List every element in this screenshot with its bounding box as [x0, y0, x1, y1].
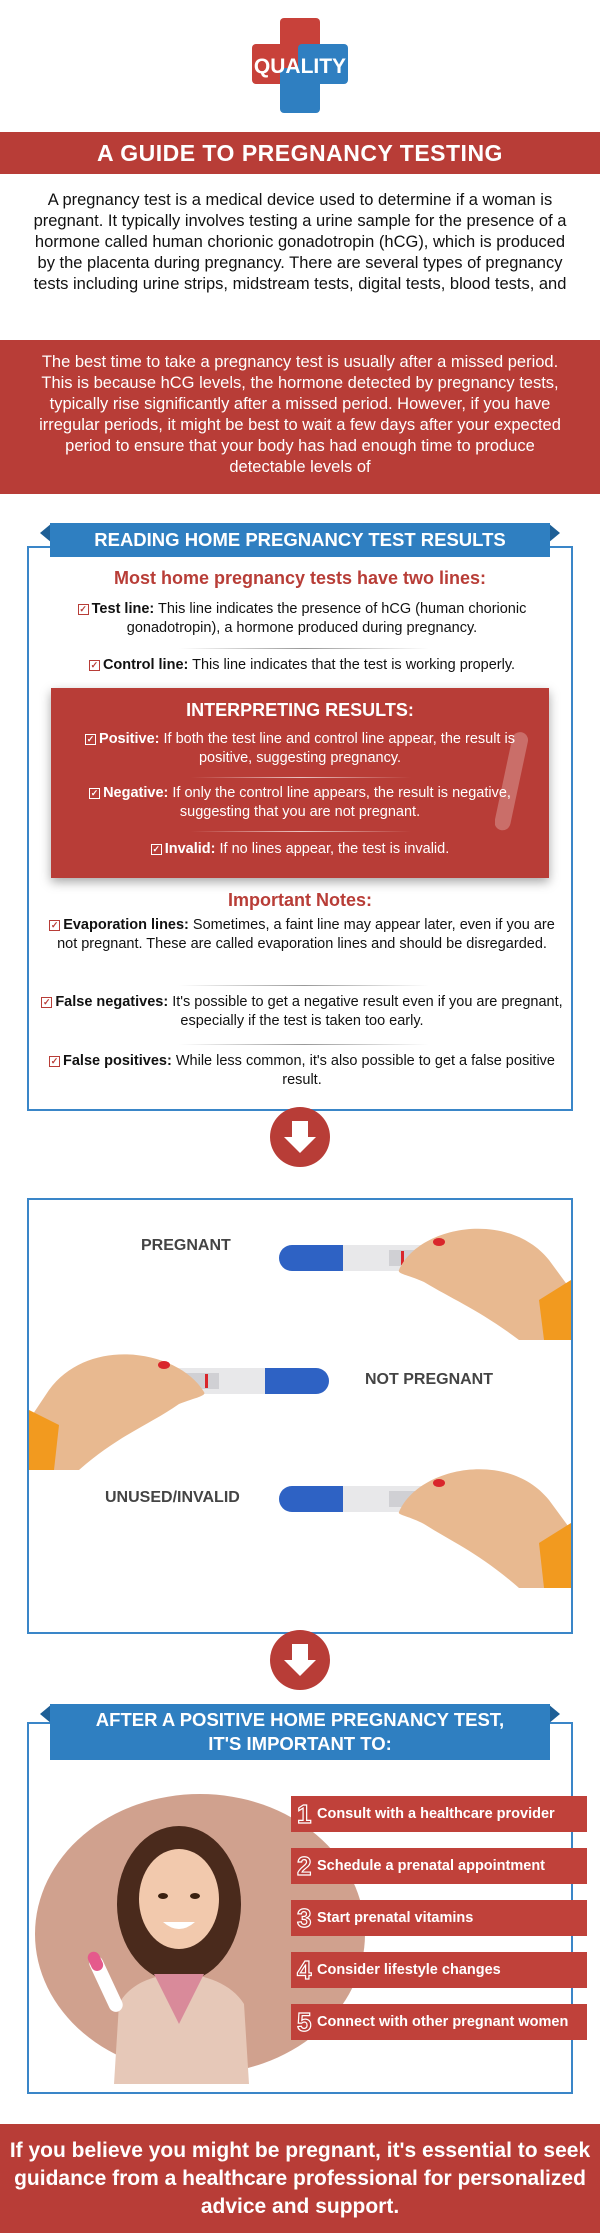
- checkbox-icon: ✓: [43, 997, 51, 1007]
- evaporation-label: Evaporation lines:: [63, 917, 189, 933]
- step-number: 2: [297, 1851, 312, 1881]
- reading-results-panel: [27, 546, 573, 1111]
- divider: [179, 985, 429, 986]
- false-negatives-label: False negatives:: [55, 994, 169, 1010]
- false-positives-label: False positives:: [63, 1053, 172, 1069]
- control-line-label: Control line:: [102, 657, 189, 673]
- positive-item: [65, 730, 535, 768]
- step-label: Start prenatal vitamins: [317, 1910, 474, 1926]
- test-line-label: Test line:: [91, 601, 155, 617]
- control-line-item: [39, 656, 565, 675]
- down-arrow-icon: [270, 1107, 330, 1167]
- invalid-text: If no lines appear, the test is invalid.: [219, 841, 450, 857]
- negative-item: [65, 784, 535, 822]
- invalid-item: [65, 840, 535, 859]
- pregnant-test-stick-illustration: [249, 1220, 571, 1340]
- evaporation-item: [39, 916, 565, 954]
- step-label: Schedule a prenatal appointment: [317, 1858, 546, 1874]
- test-line-item: [39, 600, 565, 638]
- timing-paragraph: The best time to take a pregnancy test is usually after a missed period. This is because hCG levels, the hormone detected by pregnancy tests, typically rise significantly after a missed period. However, if you have irregular periods, it might be best to wait a few days after your expected period to ensure that your body has had enough time to produce detectable levels of: [39, 353, 561, 476]
- footer-message: If you believe you might be pregnant, it's essential to seek guidance from a healthcare professional for personalized advice and support.: [0, 2124, 600, 2233]
- checkbox-icon: ✓: [86, 734, 95, 744]
- divider: [179, 648, 429, 649]
- down-arrow-icon: [270, 1630, 330, 1690]
- intro-paragraph: A pregnancy test is a medical device used to determine if a woman is pregnant. It typically involves testing a urine sample for the presence of a hormone called human chorionic gonadotropin (hCG), which is produced by the placenta during pregnancy. There are several types of pregnancy tests including urine strips, midstream tests, digital tests, blood tests, and: [33, 191, 567, 293]
- checkbox-icon: ✓: [79, 604, 87, 614]
- checkbox-icon: ✓: [50, 920, 59, 930]
- positive-label: Positive:: [99, 731, 160, 747]
- false-negatives-text: It's possible to get a negative result even if you are pregnant, especially if the test is taken too early.: [172, 994, 563, 1029]
- control-line-text: This line indicates that the test is working properly.: [192, 657, 516, 673]
- negative-label: Negative:: [103, 785, 169, 801]
- divider: [191, 831, 411, 832]
- step-label: Connect with other pregnant women: [317, 2014, 569, 2030]
- checkbox-icon: ✓: [50, 1056, 59, 1066]
- step-number: 5: [297, 2007, 312, 2037]
- false-positives-item: [39, 1052, 565, 1090]
- interpreting-heading: INTERPRETING RESULTS:: [186, 700, 414, 720]
- reading-results-ribbon: READING HOME PREGNANCY TEST RESULTS: [50, 523, 550, 557]
- ribbon-line-2: IT'S IMPORTANT TO:: [208, 1733, 392, 1754]
- checkbox-icon: ✓: [90, 788, 99, 798]
- false-positives-text: While less common, it's also possible to get a false positive result.: [175, 1053, 555, 1088]
- negative-text: If only the control line appears, the result is negative, suggesting that you are not pregnant.: [172, 785, 511, 820]
- not-pregnant-test-stick-illustration: [29, 1340, 359, 1470]
- quality-logo: [0, 18, 600, 118]
- evaporation-text: Sometimes, a faint line may appear later, even if you are not pregnant. These are called evaporation lines and should be disregarded.: [57, 917, 555, 952]
- step-number: 1: [297, 1799, 312, 1829]
- positive-text: If both the test line and control line appear, the result is positive, suggesting pregnancy.: [163, 731, 515, 766]
- step-5: [291, 2004, 587, 2040]
- label-not-pregnant: NOT PREGNANT: [365, 1371, 493, 1388]
- divider: [179, 1044, 429, 1045]
- step-2: [291, 1848, 587, 1884]
- step-number: 4: [297, 1955, 312, 1985]
- smiling-woman-with-test-photo: [59, 1804, 299, 2084]
- important-notes-heading: Important Notes:: [228, 890, 372, 910]
- checkbox-icon: ✓: [152, 844, 160, 854]
- step-3: [291, 1900, 587, 1936]
- step-4: [291, 1952, 587, 1988]
- logo-text: QUALITY: [253, 55, 347, 78]
- step-number: 3: [297, 1903, 312, 1933]
- step-label: Consult with a healthcare provider: [317, 1806, 555, 1822]
- after-positive-panel: [27, 1722, 573, 2094]
- divider: [191, 777, 411, 778]
- test-results-illustration: [27, 1198, 573, 1634]
- label-pregnant: PREGNANT: [141, 1237, 231, 1254]
- test-line-text: This line indicates the presence of hCG (human chorionic gonadotropin), a hormone produced during pregnancy.: [126, 601, 527, 636]
- step-1: [291, 1796, 587, 1832]
- interpreting-results-box: [51, 688, 549, 878]
- unused-test-stick-illustration: [249, 1458, 571, 1588]
- ribbon-line-1: AFTER A POSITIVE HOME PREGNANCY TEST,: [95, 1709, 505, 1730]
- two-lines-heading: Most home pregnancy tests have two lines:: [113, 568, 487, 588]
- checkbox-icon: ✓: [90, 660, 99, 670]
- step-label: Consider lifestyle changes: [317, 1962, 501, 1978]
- page-title: A GUIDE TO PREGNANCY TESTING: [0, 132, 600, 174]
- label-unused-invalid: UNUSED/INVALID: [105, 1489, 240, 1506]
- after-positive-ribbon: [50, 1704, 550, 1760]
- false-negatives-item: [39, 993, 565, 1031]
- medical-cross-logo-icon: [0, 18, 600, 118]
- invalid-label: Invalid:: [164, 841, 216, 857]
- timing-section: [0, 340, 600, 494]
